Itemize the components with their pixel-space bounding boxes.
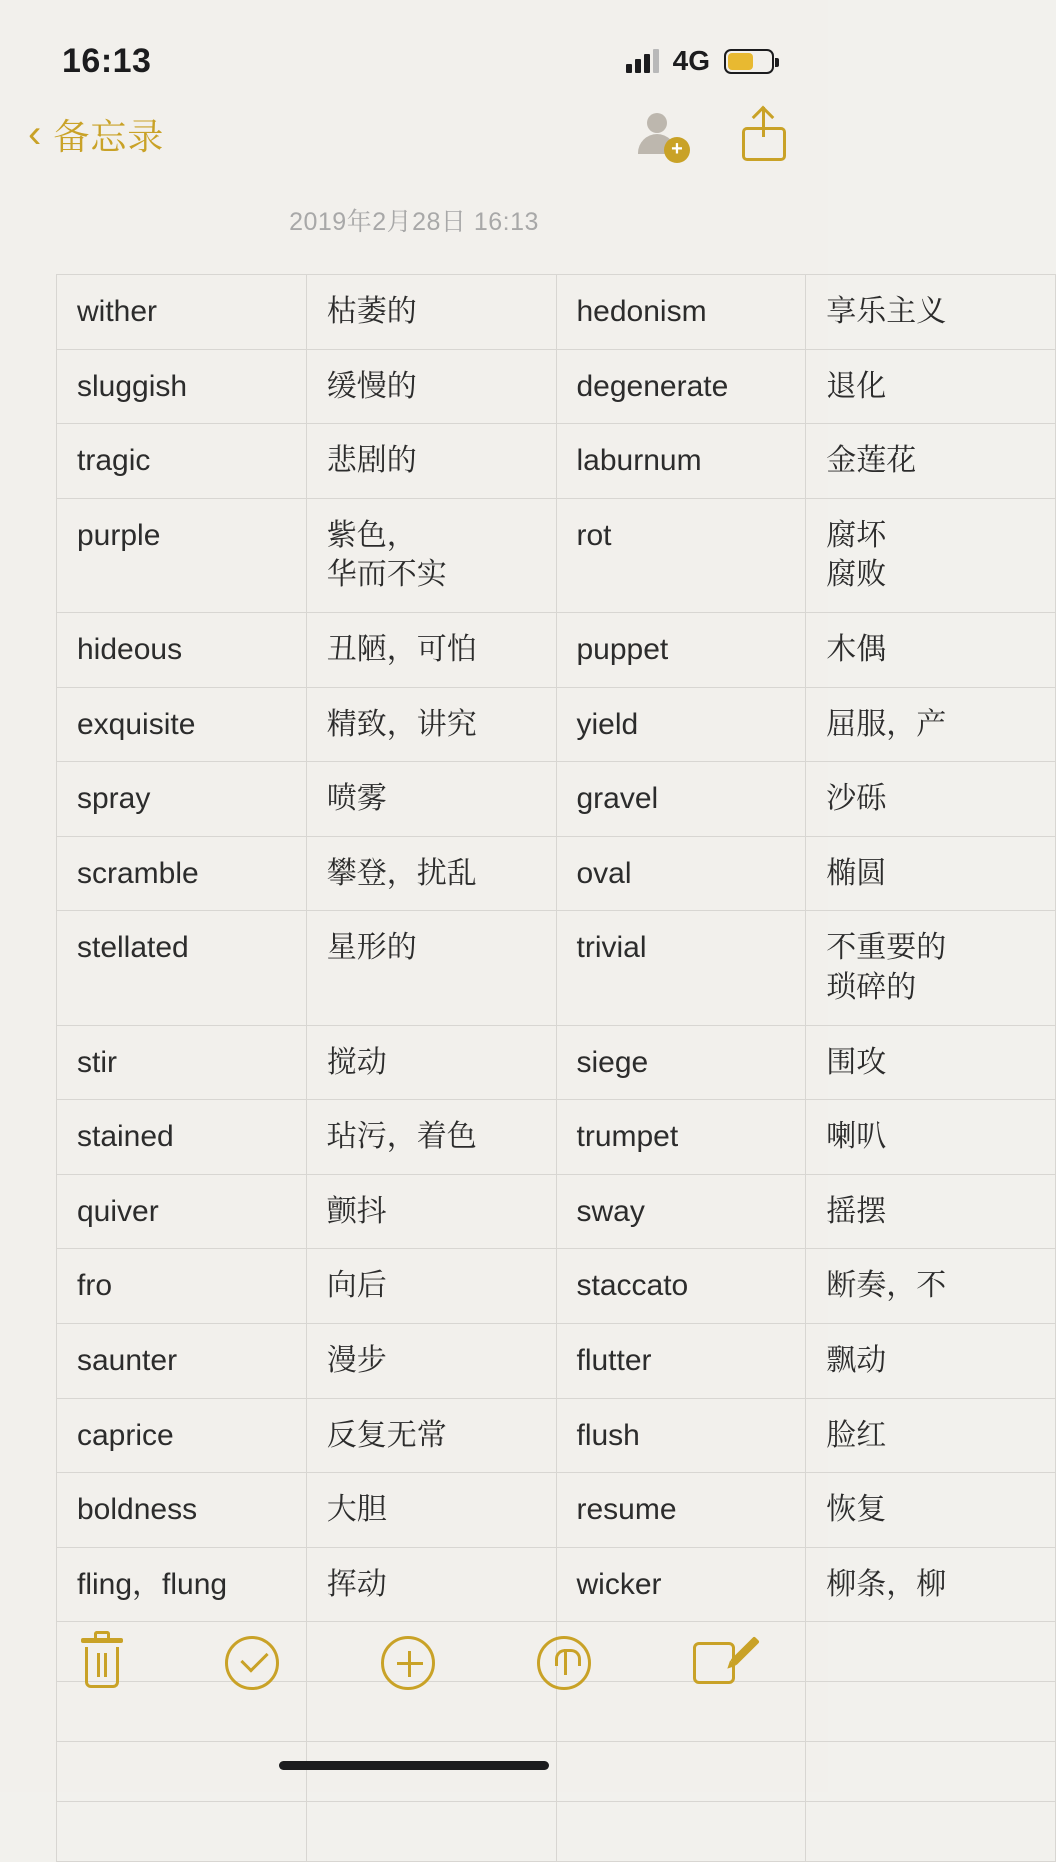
table-cell[interactable]: puppet [556,612,806,687]
share-icon[interactable] [742,107,786,161]
table-cell[interactable]: flutter [556,1323,806,1398]
table-cell[interactable]: 屈服，产 [806,687,1056,762]
table-cell[interactable]: tragic [57,424,307,499]
table-cell[interactable]: 椭圆 [806,836,1056,911]
table-row[interactable] [57,687,1056,762]
table-cell[interactable] [306,1802,556,1862]
table-cell[interactable]: fro [57,1249,307,1324]
table-row[interactable] [57,1249,1056,1324]
table-cell[interactable]: flush [556,1398,806,1473]
table-cell[interactable]: scramble [57,836,307,911]
checklist-button[interactable] [225,1636,279,1690]
status-time: 16:13 [62,41,152,80]
table-cell[interactable]: siege [556,1025,806,1100]
table-cell[interactable]: 反复无常 [306,1398,556,1473]
table-cell[interactable]: 不重要的 琐碎的 [806,911,1056,1025]
table-cell[interactable]: 精致，讲究 [306,687,556,762]
table-cell[interactable] [806,1742,1056,1802]
table-cell[interactable]: stained [57,1100,307,1175]
table-row[interactable] [57,911,1056,1025]
table-cell[interactable]: 断奏，不 [806,1249,1056,1324]
table-cell[interactable]: 紫色， 华而不实 [306,498,556,612]
navigation-actions [634,107,786,161]
table-cell[interactable]: 漫步 [306,1323,556,1398]
table-cell[interactable]: wicker [556,1547,806,1622]
table-cell[interactable]: caprice [57,1398,307,1473]
table-cell[interactable]: 腐坏 腐败 [806,498,1056,612]
table-cell[interactable]: 缓慢的 [306,349,556,424]
table-cell[interactable]: 飘动 [806,1323,1056,1398]
battery-icon [724,49,774,74]
table-cell[interactable]: purple [57,498,307,612]
home-indicator [279,1761,549,1770]
table-cell[interactable]: stir [57,1025,307,1100]
table-cell[interactable] [806,1622,1056,1682]
table-cell[interactable]: oval [556,836,806,911]
status-bar [0,0,828,92]
table-cell[interactable] [57,1742,307,1802]
table-row[interactable] [57,424,1056,499]
table-row[interactable] [57,1473,1056,1548]
table-cell[interactable]: stellated [57,911,307,1025]
table-cell[interactable]: boldness [57,1473,307,1548]
table-cell[interactable]: 金莲花 [806,424,1056,499]
add-attachment-button[interactable] [381,1636,435,1690]
table-cell[interactable]: 丑陋，可怕 [306,612,556,687]
table-cell[interactable]: 脸红 [806,1398,1056,1473]
table-row[interactable] [57,498,1056,612]
table-cell[interactable]: 攀登，扰乱 [306,836,556,911]
table-cell[interactable]: spray [57,762,307,837]
table-cell[interactable]: quiver [57,1174,307,1249]
check-circle-icon [225,1636,279,1690]
table-cell[interactable]: wither [57,275,307,350]
table-cell[interactable]: 悲剧的 [306,424,556,499]
table-cell[interactable]: sway [556,1174,806,1249]
table-row[interactable] [57,1025,1056,1100]
table-row[interactable] [57,612,1056,687]
delete-button[interactable] [81,1638,123,1688]
table-cell[interactable]: trivial [556,911,806,1025]
compose-icon [693,1636,747,1690]
table-cell[interactable]: 喷雾 [306,762,556,837]
table-cell[interactable]: 木偶 [806,612,1056,687]
table-cell[interactable]: yield [556,687,806,762]
table-cell[interactable]: 枯萎的 [306,275,556,350]
pen-circle-icon [537,1636,591,1690]
table-cell[interactable]: 恢复 [806,1473,1056,1548]
table-cell[interactable] [306,1742,556,1802]
bottom-toolbar [0,1608,828,1718]
table-cell[interactable]: hideous [57,612,307,687]
table-cell[interactable]: 摇摆 [806,1174,1056,1249]
table-cell[interactable]: degenerate [556,349,806,424]
table-cell[interactable]: 星形的 [306,911,556,1025]
plus-circle-icon [381,1636,435,1690]
table-cell[interactable]: 退化 [806,349,1056,424]
table-cell[interactable]: 柳条，柳 [806,1547,1056,1622]
table-row[interactable] [57,836,1056,911]
table-cell[interactable] [806,1682,1056,1742]
table-row[interactable] [57,1100,1056,1175]
table-cell[interactable]: 围攻 [806,1025,1056,1100]
table-cell[interactable]: rot [556,498,806,612]
table-cell[interactable]: saunter [57,1323,307,1398]
compose-button[interactable] [693,1636,747,1690]
table-cell[interactable]: exquisite [57,687,307,762]
table-row[interactable] [57,762,1056,837]
network-type-label: 4G [672,45,710,76]
table-row[interactable] [57,275,1056,350]
add-person-icon[interactable]: + [634,107,688,161]
table-cell[interactable] [57,1802,307,1862]
table-cell[interactable]: 享乐主义 [806,275,1056,350]
note-table-container[interactable] [56,274,947,1601]
table-cell[interactable] [556,1802,806,1862]
table-row[interactable] [57,1742,1056,1802]
table-cell[interactable]: fling，flung [57,1547,307,1622]
markup-button[interactable] [537,1636,591,1690]
table-cell[interactable]: sluggish [57,349,307,424]
table-cell[interactable]: 颤抖 [306,1174,556,1249]
note-date: 2019年2月28日 16:13 [289,208,539,236]
table-cell[interactable]: hedonism [556,275,806,350]
back-button[interactable] [28,109,164,160]
table-cell[interactable]: 挥动 [306,1547,556,1622]
table-cell[interactable] [806,1802,1056,1862]
table-row[interactable] [57,1174,1056,1249]
back-button-label: 备忘录 [53,115,165,157]
table-cell[interactable]: 搅动 [306,1025,556,1100]
table-row[interactable] [57,349,1056,424]
table-row[interactable] [57,1802,1056,1862]
table-cell[interactable]: trumpet [556,1100,806,1175]
table-cell[interactable]: 向后 [306,1249,556,1324]
table-cell[interactable]: resume [556,1473,806,1548]
trash-icon [81,1638,123,1688]
table-cell[interactable]: laburnum [556,424,806,499]
table-cell[interactable]: staccato [556,1249,806,1324]
table-row[interactable] [57,1398,1056,1473]
table-cell[interactable] [556,1742,806,1802]
table-row[interactable] [57,1323,1056,1398]
navigation-bar [0,92,828,176]
signal-strength-icon [626,49,659,73]
table-cell[interactable]: 沙砾 [806,762,1056,837]
chevron-left-icon: ‹ [28,112,42,156]
status-indicators [626,45,774,77]
table-cell[interactable]: 大胆 [306,1473,556,1548]
table-cell[interactable]: gravel [556,762,806,837]
table-cell[interactable]: 喇叭 [806,1100,1056,1175]
table-cell[interactable]: 玷污，着色 [306,1100,556,1175]
